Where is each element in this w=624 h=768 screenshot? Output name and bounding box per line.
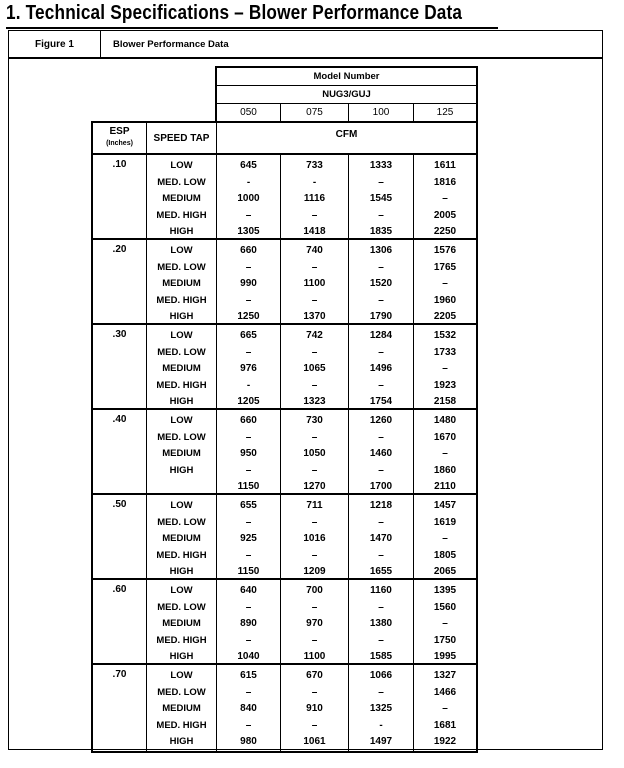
cfm-cell: – [442,448,448,459]
cfm-cell: 1754 [369,396,393,407]
cfm-cell: 1150 [237,481,260,492]
speed-tap-cell: HIGH [169,311,194,322]
cfm-cell: – [378,634,384,646]
esp-value: .70 [93,665,147,751]
speed-tap-header: SPEED TAP [147,123,217,153]
speed-tap-cell: HIGH [169,396,194,407]
cfm-cell: 1733 [433,346,457,358]
cfm-cell: 1960 [433,294,457,306]
cfm-cell: 1323 [303,396,326,407]
cfm-cell: 1460 [369,448,393,459]
cfm-cell: 1457 [433,500,457,511]
cfm-cell: – [442,533,448,544]
cfm-column-050 [217,665,281,751]
esp-value: .60 [93,580,147,663]
speed-tap-column [147,155,217,238]
cfm-column-050 [217,495,281,578]
cfm-cell: 1000 [237,193,260,204]
cfm-cell: 1816 [433,176,457,188]
cfm-column-100 [349,580,414,663]
cfm-cell: 660 [240,245,257,256]
cfm-cell: – [245,209,252,221]
cfm-cell: 1150 [237,566,260,577]
cfm-column-100 [349,665,414,751]
cfm-cell: 1470 [369,533,393,544]
speed-tap-cell: MEDIUM [162,703,201,714]
speed-tap-cell: MEDIUM [162,193,201,204]
title-underline [6,27,498,29]
cfm-cell: – [311,719,318,731]
cfm-cell: 1995 [433,651,457,662]
cfm-cell: 2065 [433,566,457,577]
speed-tap-column [147,240,217,323]
cfm-cell: – [311,431,318,443]
cfm-column-075 [281,155,349,238]
cfm-column-100 [349,495,414,578]
cfm-cell: – [245,601,252,613]
cfm-cell: – [245,346,252,358]
speed-tap-cell: MED. LOW [157,516,206,528]
cfm-cell: – [245,686,252,698]
speed-tap-cell: LOW [170,415,193,426]
esp-group-row [93,155,476,240]
cfm-cell: 2205 [433,311,457,322]
cfm-column-100 [349,325,414,408]
cfm-cell: 2250 [433,226,457,237]
speed-tap-cell: MED. HIGH [156,379,207,391]
model-name: NUG3/GUJ [217,86,476,104]
speed-tap-cell: LOW [170,245,193,256]
model-125: 125 [436,107,454,118]
cfm-cell: 733 [306,160,323,171]
esp-value: .40 [93,410,147,493]
cfm-cell: – [378,379,384,391]
speed-tap-cell: LOW [170,160,193,171]
model-050: 050 [217,104,281,121]
cfm-cell: 1545 [369,193,393,204]
cfm-cell: – [311,601,318,613]
cfm-cell: 730 [306,415,323,426]
speed-tap-cell: MED. LOW [157,431,206,443]
cfm-column-100 [349,410,414,493]
cfm-cell: 1560 [433,601,457,613]
cfm-cell: 1496 [369,363,393,374]
cfm-cell: 1395 [433,585,457,596]
cfm-cell: - [379,719,383,731]
esp-value: .10 [93,155,147,238]
cfm-cell: 990 [240,278,257,289]
cfm-cell: – [245,719,252,731]
cfm-cell: – [245,464,252,476]
esp-group-row [93,325,476,410]
cfm-cell: 1050 [303,448,326,459]
speed-tap-cell: HIGH [169,736,194,747]
speed-tap-column [147,325,217,408]
cfm-cell: 1218 [369,500,393,511]
cfm-cell: 660 [240,415,257,426]
cfm-cell: 1655 [369,566,393,577]
esp-value: .50 [93,495,147,578]
cfm-column-050 [217,580,281,663]
cfm-cell: 2158 [433,396,457,407]
cfm-cell: – [245,549,252,561]
model-100: 100 [349,104,414,121]
cfm-cell: 2110 [434,481,456,492]
cfm-cell: 950 [240,448,257,459]
cfm-cell: 1611 [434,160,456,171]
cfm-column-125 [414,325,476,408]
cfm-cell: 1765 [433,261,457,273]
cfm-column-075 [281,495,349,578]
cfm-cell: – [311,464,318,476]
cfm-cell: – [245,431,252,443]
cfm-cell: – [378,346,384,358]
cfm-cell: 1520 [369,278,393,289]
cfm-cell: 1532 [433,330,457,341]
cfm-cell: 1790 [369,311,393,322]
cfm-column-125 [414,665,476,751]
cfm-column-050 [217,155,281,238]
cfm-cell: 1670 [433,431,457,443]
cfm-column-125 [414,240,476,323]
cfm-column-075 [281,580,349,663]
speed-tap-cell: MED. HIGH [156,719,207,731]
cfm-cell: 1922 [433,736,457,747]
cfm-cell: 1116 [303,193,326,204]
cfm-cell: – [442,618,448,629]
cfm-cell: 1370 [303,311,326,322]
speed-tap-column [147,410,217,493]
cfm-cell: 665 [240,330,257,341]
cfm-cell: 1260 [369,415,393,426]
cfm-cell: – [245,294,252,306]
cfm-cell: 1380 [369,618,393,629]
cfm-cell: 1100 [303,651,326,662]
cfm-cell: 1750 [433,634,457,646]
cfm-column-050 [217,325,281,408]
speed-tap-cell: HIGH [169,566,194,577]
cfm-cell: 2005 [433,209,457,221]
speed-tap-cell: LOW [170,670,193,681]
speed-tap-cell: MEDIUM [162,278,201,289]
table-body [93,155,476,751]
speed-tap-cell: MEDIUM [162,448,201,459]
cfm-cell: 1066 [369,670,393,681]
cfm-cell: 1418 [303,226,326,237]
cfm-cell: – [378,601,384,613]
speed-tap-cell: MED. LOW [157,176,206,188]
speed-tap-cell: MED. LOW [157,601,206,613]
blower-performance-table [91,121,478,753]
cfm-cell: – [311,549,318,561]
cfm-cell: 1480 [433,415,457,426]
cfm-cell: 1306 [369,245,393,256]
cfm-cell: 615 [240,670,257,681]
cfm-cell: – [442,703,448,714]
cfm-cell: 1016 [303,533,326,544]
cfm-cell: 1270 [303,481,326,492]
cfm-cell: – [311,346,318,358]
cfm-cell: – [378,686,384,698]
cfm-cell: 1040 [237,651,260,662]
cfm-cell: - [246,176,251,188]
cfm-column-125 [414,580,476,663]
cfm-cell: - [312,176,317,188]
cfm-cell: 1681 [433,719,457,731]
cfm-cell: – [245,516,252,528]
cfm-cell: – [311,516,318,528]
cfm-cell: 742 [306,330,323,341]
cfm-cell: 1160 [370,585,392,596]
cfm-cell: – [378,516,384,528]
cfm-cell: – [442,193,448,204]
speed-tap-cell: MEDIUM [162,363,201,374]
cfm-cell: 700 [306,585,323,596]
cfm-cell: 1284 [369,330,393,341]
cfm-cell: 910 [306,703,323,714]
cfm-cell: 1835 [369,226,393,237]
cfm-cell: 976 [240,363,257,374]
cfm-cell: – [311,686,318,698]
cfm-cell: 1700 [369,481,393,492]
speed-tap-column [147,580,217,663]
cfm-cell: – [378,464,384,476]
cfm-cell: – [311,379,318,391]
speed-tap-cell: HIGH [169,226,194,237]
speed-tap-cell: MED. LOW [157,686,206,698]
cfm-cell: 1327 [433,670,457,681]
speed-tap-cell: MEDIUM [162,533,201,544]
cfm-cell: – [378,549,384,561]
cfm-column-050 [217,240,281,323]
esp-unit-label: (Inches) [106,140,133,147]
esp-value: .30 [93,325,147,408]
model-number-label: Model Number [217,68,476,86]
cfm-cell: 1860 [433,464,457,476]
speed-tap-cell: MED. LOW [157,346,206,358]
model-columns [217,104,476,121]
figure-header-row [9,31,602,59]
esp-group-row [93,580,476,665]
esp-header [93,123,147,153]
cfm-cell: - [246,379,251,391]
esp-group-row [93,240,476,325]
cfm-cell: – [378,261,384,273]
cfm-cell: 925 [240,533,257,544]
cfm-cell: 1205 [237,396,260,407]
speed-tap-cell: MED. HIGH [156,549,207,561]
cfm-cell: – [311,634,318,646]
cfm-cell: – [311,261,318,273]
cfm-column-125 [414,495,476,578]
speed-tap-column [147,665,217,751]
speed-tap-cell: MEDIUM [162,618,201,629]
figure-label: Figure 1 [9,31,101,57]
cfm-column-125 [414,410,476,493]
cfm-cell: – [378,209,384,221]
cfm-column-075 [281,665,349,751]
esp-group-row [93,410,476,495]
speed-tap-cell: LOW [170,330,193,341]
cfm-column-050 [217,410,281,493]
cfm-cell: 1065 [303,363,326,374]
page-title: 1. Technical Specifications – Blower Performance Data [6,2,463,24]
cfm-cell: 1325 [369,703,393,714]
cfm-cell: 740 [306,245,323,256]
cfm-cell: 711 [306,500,323,511]
cfm-cell: 645 [240,160,257,171]
model-075: 075 [281,104,349,121]
speed-tap-cell: HIGH [169,651,194,662]
cfm-cell: 1466 [433,686,457,698]
cfm-cell: – [378,176,384,188]
speed-tap-cell: LOW [170,500,193,511]
model-number-header [215,66,478,121]
cfm-cell: – [311,294,318,306]
cfm-cell: 1576 [433,245,457,256]
cfm-column-100 [349,240,414,323]
cfm-column-075 [281,240,349,323]
cfm-cell: 1805 [433,549,457,561]
table-header [93,123,476,155]
speed-tap-cell: HIGH [169,464,194,476]
cfm-cell: 1209 [303,566,326,577]
cfm-cell: 1061 [303,736,326,747]
cfm-cell: – [245,261,252,273]
cfm-cell: 1250 [237,311,260,322]
speed-tap-cell: MED. HIGH [156,294,207,306]
speed-tap-cell: MED. LOW [157,261,206,273]
cfm-cell: 980 [240,736,257,747]
esp-group-row [93,495,476,580]
cfm-header: CFM [335,129,358,140]
speed-tap-column [147,495,217,578]
cfm-column-125 [414,155,476,238]
cfm-cell: 970 [306,618,323,629]
cfm-cell: 640 [240,585,257,596]
cfm-cell: – [245,634,252,646]
esp-group-row [93,665,476,751]
speed-tap-cell: MED. HIGH [156,209,207,221]
cfm-cell: – [378,294,384,306]
cfm-cell: 655 [240,500,257,511]
cfm-cell: 1497 [369,736,393,747]
speed-tap-cell: LOW [170,585,193,596]
cfm-cell: – [442,363,448,374]
cfm-cell: 1923 [433,379,457,391]
cfm-column-075 [281,325,349,408]
figure-title: Blower Performance Data [113,38,229,50]
speed-tap-cell: MED. HIGH [156,634,207,646]
cfm-cell: 1333 [369,160,393,171]
cfm-cell: 1305 [237,226,260,237]
speed-tap-cell [147,479,216,496]
cfm-cell: 1585 [369,651,393,662]
cfm-column-075 [281,410,349,493]
cfm-cell: 670 [306,670,323,681]
cfm-cell: 1619 [433,516,457,528]
cfm-cell: 840 [240,703,257,714]
esp-header-label: ESP [109,126,130,137]
cfm-cell: – [311,209,318,221]
cfm-cell: 890 [240,618,257,629]
cfm-column-100 [349,155,414,238]
cfm-cell: 1100 [303,278,326,289]
esp-value: .20 [93,240,147,323]
cfm-cell: – [378,431,384,443]
cfm-cell: – [442,278,448,289]
